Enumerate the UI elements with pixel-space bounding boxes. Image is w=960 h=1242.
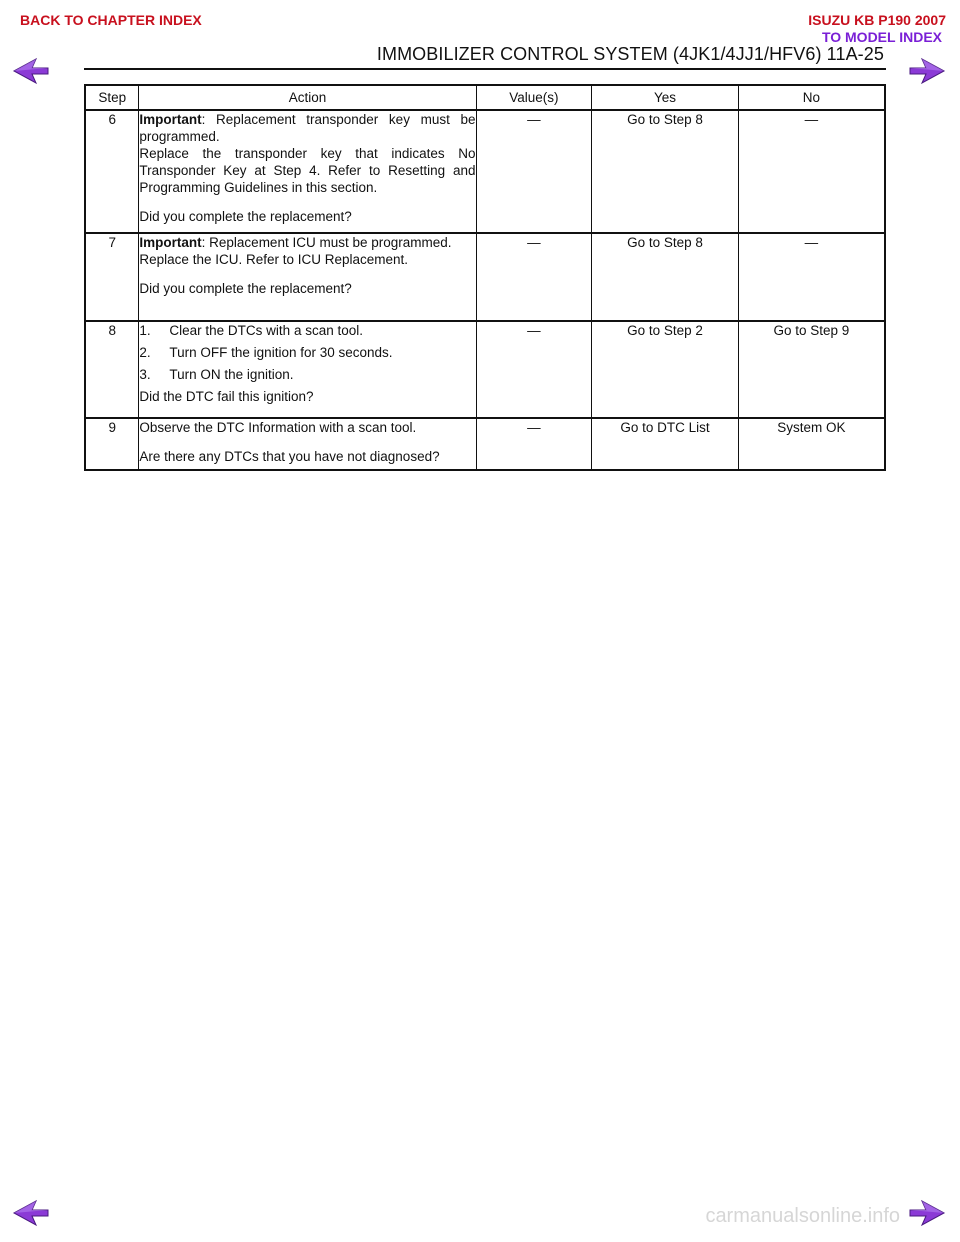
action-text: Replace the transponder key that indicates No Transponder Key at Step 4. Refer to Resetting and Programming Guidelines in this section. xyxy=(139,146,476,195)
step-number: 8 xyxy=(85,321,139,418)
step-values: — xyxy=(476,418,592,470)
table-row xyxy=(85,110,885,233)
col-header-values: Value(s) xyxy=(476,85,592,110)
step-number: 6 xyxy=(85,110,139,233)
col-header-step: Step xyxy=(85,85,139,110)
step-values: — xyxy=(476,110,592,233)
important-label: Important xyxy=(139,112,202,127)
step-action xyxy=(139,418,476,470)
action-question: Did the DTC fail this ignition? xyxy=(139,389,314,404)
step-values: — xyxy=(476,233,592,321)
table-row xyxy=(85,233,885,321)
step-no: — xyxy=(738,110,885,233)
action-question: Are there any DTCs that you have not diagnosed? xyxy=(139,449,440,464)
list-item: 3. Turn ON the ignition. xyxy=(139,367,294,382)
watermark-text: carmanualsonline.info xyxy=(705,1205,900,1227)
step-number: 7 xyxy=(85,233,139,321)
action-text: Observe the DTC Information with a scan tool. xyxy=(139,420,417,435)
next-page-arrow-icon[interactable] xyxy=(908,56,946,86)
important-label: Important xyxy=(139,235,202,250)
list-item: 2. Turn OFF the ignition for 30 seconds. xyxy=(139,345,393,360)
page-header-title: IMMOBILIZER CONTROL SYSTEM (4JK1/4JJ1/HFV6) 11A-25 xyxy=(376,44,884,64)
action-question: Did you complete the replacement? xyxy=(139,209,352,224)
model-title-link[interactable]: ISUZU KB P190 2007 xyxy=(808,12,946,28)
to-model-index-link[interactable]: TO MODEL INDEX xyxy=(821,29,942,45)
action-text: Replace the ICU. Refer to ICU Replacement. xyxy=(139,252,409,267)
step-no: System OK xyxy=(738,418,885,470)
step-action xyxy=(139,110,476,233)
table-header-row xyxy=(85,85,885,110)
step-number: 9 xyxy=(85,418,139,470)
step-action xyxy=(139,321,476,418)
action-question: Did you complete the replacement? xyxy=(139,281,352,296)
previous-page-arrow-icon[interactable] xyxy=(12,1198,50,1228)
important-text: : Replacement transponder key must be programmed. xyxy=(139,112,476,144)
step-no: — xyxy=(738,233,885,321)
step-yes: Go to Step 2 xyxy=(592,321,739,418)
col-header-action: Action xyxy=(139,85,476,110)
table-row xyxy=(85,418,885,470)
step-yes: Go to Step 8 xyxy=(592,233,739,321)
step-yes: Go to DTC List xyxy=(592,418,739,470)
previous-page-arrow-icon[interactable] xyxy=(12,56,50,86)
step-yes: Go to Step 8 xyxy=(592,110,739,233)
col-header-no: No xyxy=(738,85,885,110)
step-action xyxy=(139,233,476,321)
step-action-list xyxy=(139,322,475,383)
list-item: 1. Clear the DTCs with a scan tool. xyxy=(139,323,363,338)
step-no: Go to Step 9 xyxy=(738,321,885,418)
col-header-yes: Yes xyxy=(592,85,739,110)
important-text: : Replacement ICU must be programmed. xyxy=(201,235,452,250)
diagnostic-steps-table xyxy=(84,84,886,471)
back-to-chapter-index-link[interactable]: BACK TO CHAPTER INDEX xyxy=(20,12,202,28)
next-page-arrow-icon[interactable] xyxy=(908,1198,946,1228)
header-rule xyxy=(84,68,886,70)
table-row xyxy=(85,321,885,418)
step-values: — xyxy=(476,321,592,418)
